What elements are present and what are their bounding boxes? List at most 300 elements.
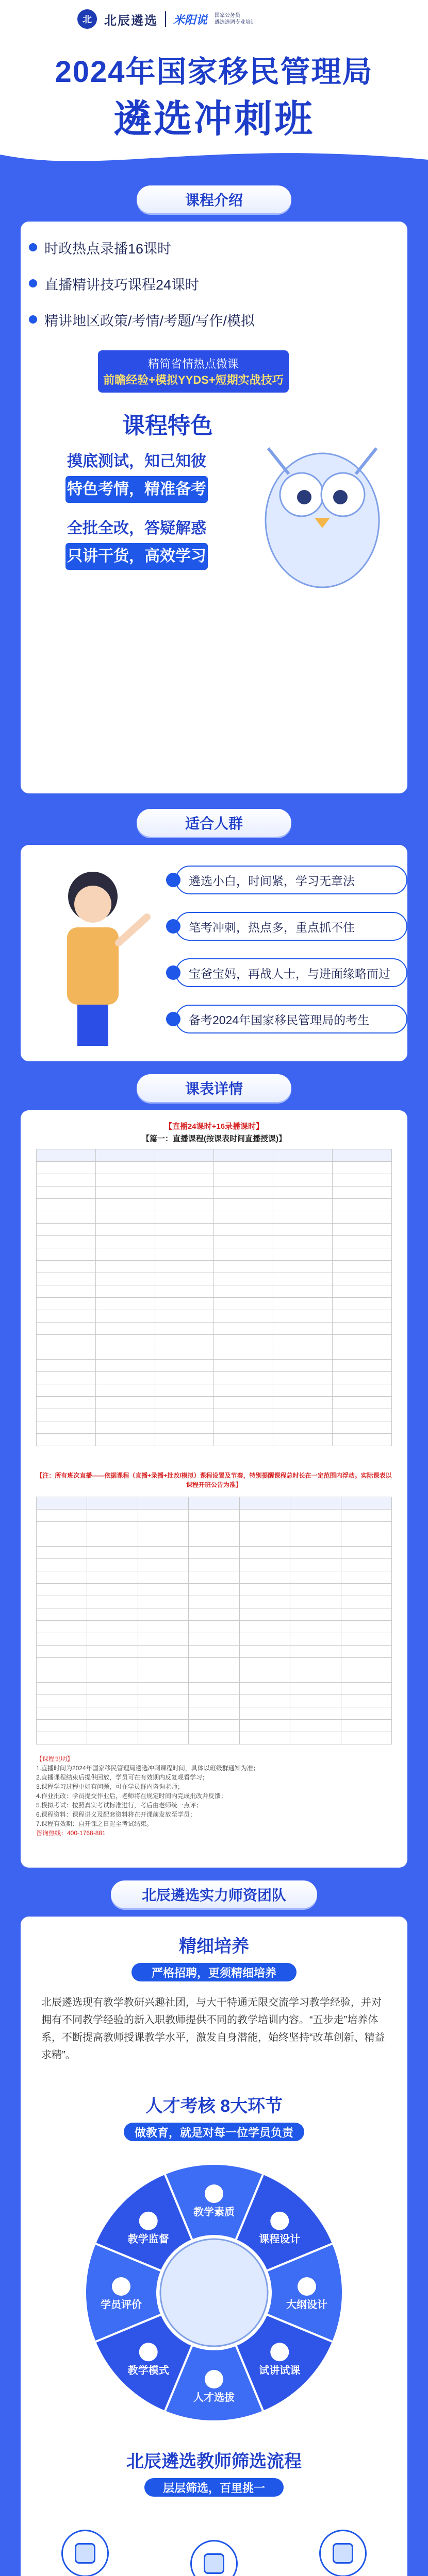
table-cell: [341, 1670, 391, 1683]
table-cell: [138, 1559, 188, 1571]
table-cell: [214, 1187, 273, 1199]
table-cell: [189, 1658, 239, 1670]
table-cell: [189, 1646, 239, 1658]
table-cell: [239, 1646, 290, 1658]
table-cell: [189, 1571, 239, 1584]
table-cell: [155, 1298, 214, 1310]
table-cell: [155, 1397, 214, 1409]
table-cell: [155, 1335, 214, 1347]
table-cell: [37, 1372, 96, 1384]
table-cell: [37, 1732, 87, 1744]
table-cell: [138, 1534, 188, 1547]
brand-name: 北辰遴选: [104, 12, 158, 28]
table-row: [37, 1559, 392, 1571]
table-cell: [290, 1510, 341, 1522]
table-cell: [37, 1261, 96, 1273]
wheel-icon: [270, 2343, 289, 2361]
brand-logo-icon: 北: [77, 9, 97, 29]
table-cell: [273, 1323, 333, 1335]
table-row: [37, 1510, 392, 1522]
table-cell: [341, 1497, 391, 1510]
table-cell: [189, 1670, 239, 1683]
table-cell: [290, 1608, 341, 1621]
schedule-head1: 【直播24课时+16录播课时】: [164, 1122, 264, 1131]
table-cell: [95, 1273, 155, 1285]
table-cell: [37, 1236, 96, 1248]
table-cell: [155, 1273, 214, 1285]
table-row: [37, 1633, 392, 1646]
table-cell: [37, 1534, 87, 1547]
schedule-grid: [36, 1149, 392, 1446]
table-cell: [37, 1397, 96, 1409]
table-cell: [239, 1670, 290, 1683]
table-cell: [95, 1409, 155, 1421]
table-cell: [138, 1547, 188, 1559]
table-cell: [87, 1695, 138, 1707]
table-cell: [37, 1695, 87, 1707]
owl-hub-icon: [160, 2239, 268, 2346]
table-cell: [155, 1384, 214, 1397]
schedule-notes: 【课程说明】 1.直播时间为2024年国家移民管理局遴选冲刺课程时间，具体以班级群通知为准； 2.直播课程结束后提供回放，学员可在有效期内反复观看学习； 3.课程学习过程中如有问题，可在学员群内咨询老师； 4.作业批改：学员提交作业后，老师将在规定时间内完成批改并反馈； 5.模拟考试：按照真实考试标准进行，考后由老师统一点评； 6.课程资料：课程讲义及配套资料将在开课前发放至学员； 7.课程有效期：自开课之日起至考试结束。 咨询热线：400-1768-881: [36, 1755, 259, 1837]
table-cell: [273, 1397, 333, 1409]
table-cell: [290, 1534, 341, 1547]
table-cell: [239, 1707, 290, 1720]
table-cell: [37, 1510, 87, 1522]
table-cell: [189, 1547, 239, 1559]
table-row: [37, 1571, 392, 1584]
table-cell: [341, 1695, 391, 1707]
table-cell: [239, 1732, 290, 1744]
table-cell: [87, 1522, 138, 1534]
table-cell: [138, 1633, 188, 1646]
table-cell: [138, 1695, 188, 1707]
table-cell: [95, 1310, 155, 1323]
table-cell: [290, 1596, 341, 1608]
table-cell: [138, 1571, 188, 1584]
table-row: [37, 1335, 392, 1347]
table-cell: [341, 1584, 391, 1596]
table-cell: [155, 1236, 214, 1248]
table-cell: [87, 1633, 138, 1646]
table-row: [37, 1421, 392, 1434]
table-cell: [37, 1683, 87, 1695]
table-cell: [87, 1510, 138, 1522]
table-cell: [273, 1199, 333, 1211]
table-cell: [138, 1621, 188, 1633]
table-cell: [273, 1360, 333, 1372]
table-cell: [37, 1285, 96, 1298]
table-cell: [239, 1522, 290, 1534]
table-cell: [138, 1720, 188, 1732]
wheel-icon: [205, 2370, 223, 2388]
table-cell: [273, 1248, 333, 1261]
table-cell: [37, 1421, 96, 1434]
table-cell: [290, 1720, 341, 1732]
header-wave: [0, 139, 428, 175]
teachers-para: 北辰遴选现有教学教研兴趣社团，与大干特通无限交流学习教学经验，并对拥有不同教学经验的新入职教师提供不同的教学培训内容。“五步走”培养体系，不断提高教师授课教学水平，激发自身潜能，始终坚持“改革创新、精益求精”。: [41, 1997, 385, 2061]
table-cell: [37, 1335, 96, 1347]
bullet-icon: [29, 279, 37, 287]
table-cell: [87, 1720, 138, 1732]
table-cell: [87, 1670, 138, 1683]
teacher-illustration: [36, 860, 155, 1051]
table-cell: [37, 1409, 96, 1421]
table-cell: [37, 1584, 87, 1596]
table-row: [37, 1174, 392, 1187]
features-title: 课程特色: [122, 413, 213, 438]
table-row: [37, 1261, 392, 1273]
table-cell: [37, 1187, 96, 1199]
table-cell: [273, 1224, 333, 1236]
table-cell: [155, 1434, 214, 1446]
table-cell: [333, 1162, 392, 1174]
intro-item: 时政热点录播16课时: [21, 232, 407, 263]
teachers-sub2-pill: 做教育，就是对每一位学员负责: [124, 2123, 304, 2141]
table-cell: [95, 1224, 155, 1236]
table-cell: [95, 1187, 155, 1199]
partner-desc: 国家公务员 遴选选调专业培训: [215, 13, 256, 25]
table-cell: [239, 1510, 290, 1522]
table-cell: [333, 1149, 392, 1162]
table-cell: [214, 1421, 273, 1434]
table-row: [37, 1211, 392, 1224]
table-cell: [290, 1707, 341, 1720]
table-cell: [155, 1421, 214, 1434]
section-title-crowd: 适合人群: [137, 809, 291, 837]
table-cell: [138, 1497, 188, 1510]
table-cell: [87, 1596, 138, 1608]
table-cell: [273, 1273, 333, 1285]
table-cell: [37, 1646, 87, 1658]
wheel-label: 教学模式: [127, 2365, 169, 2377]
table-row: [37, 1149, 392, 1162]
table-cell: [273, 1162, 333, 1174]
table-cell: [239, 1720, 290, 1732]
partner-name: 米阳说: [173, 13, 208, 26]
table-row: [37, 1534, 392, 1547]
table-cell: [37, 1211, 96, 1224]
table-cell: [333, 1236, 392, 1248]
schedule-card: [21, 1110, 407, 1868]
table-cell: [37, 1497, 87, 1510]
table-cell: [290, 1732, 341, 1744]
table-cell: [87, 1534, 138, 1547]
table-row: [37, 1285, 392, 1298]
table-cell: [37, 1571, 87, 1584]
table-cell: [239, 1571, 290, 1584]
table-cell: [95, 1397, 155, 1409]
table-cell: [239, 1584, 290, 1596]
table-row: [37, 1547, 392, 1559]
table-cell: [189, 1621, 239, 1633]
table-row: [37, 1310, 392, 1323]
table-cell: [95, 1323, 155, 1335]
table-cell: [214, 1335, 273, 1347]
table-row: [37, 1670, 392, 1683]
wheel-icon: [112, 2277, 130, 2296]
table-cell: [333, 1360, 392, 1372]
table-row: [37, 1360, 392, 1372]
table-cell: [333, 1248, 392, 1261]
table-cell: [273, 1409, 333, 1421]
table-cell: [87, 1658, 138, 1670]
bullet-icon: [29, 243, 37, 251]
table-cell: [290, 1547, 341, 1559]
feature-block: 摸底测试，知己知彼 特色考情，精准备考: [62, 448, 211, 503]
flow-node-icon: [319, 2530, 367, 2576]
table-cell: [239, 1559, 290, 1571]
table-cell: [214, 1434, 273, 1446]
table-cell: [290, 1658, 341, 1670]
table-cell: [273, 1261, 333, 1273]
table-cell: [273, 1174, 333, 1187]
table-cell: [37, 1707, 87, 1720]
table-cell: [273, 1187, 333, 1199]
intro-item: 直播精讲技巧课程24课时: [21, 268, 407, 299]
table-cell: [239, 1534, 290, 1547]
flow-node-icon: [61, 2530, 109, 2576]
table-cell: [155, 1211, 214, 1224]
table-cell: [87, 1621, 138, 1633]
table-cell: [333, 1434, 392, 1446]
table-cell: [214, 1199, 273, 1211]
table-cell: [214, 1397, 273, 1409]
table-cell: [37, 1310, 96, 1323]
owl-mascot-icon: [248, 417, 397, 592]
table-cell: [138, 1732, 188, 1744]
teachers-sub1-pill: 严格招聘，更须精细培养: [131, 1963, 297, 1981]
table-cell: [95, 1174, 155, 1187]
table-cell: [95, 1298, 155, 1310]
table-cell: [155, 1409, 214, 1421]
table-cell: [341, 1707, 391, 1720]
table-row: [37, 1323, 392, 1335]
table-cell: [214, 1224, 273, 1236]
table-cell: [37, 1224, 96, 1236]
table-cell: [95, 1149, 155, 1162]
table-row: [37, 1187, 392, 1199]
schedule-table: [36, 1149, 392, 1446]
table-cell: [189, 1522, 239, 1534]
crowd-item: 遴选小白，时间紧，学习无章法: [175, 866, 407, 894]
table-cell: [290, 1559, 341, 1571]
table-cell: [138, 1646, 188, 1658]
table-cell: [138, 1707, 188, 1720]
table-cell: [239, 1497, 290, 1510]
table-cell: [214, 1323, 273, 1335]
table-cell: [290, 1584, 341, 1596]
table-cell: [155, 1372, 214, 1384]
table-cell: [87, 1608, 138, 1621]
section-title-teachers: 北辰遴选实力师资团队: [111, 1880, 317, 1908]
table-cell: [95, 1372, 155, 1384]
schedule-notice: 【注：所有班次直播——依据课程（直播+录播+批改/模拟）课程设置及节奏，特别提醒课程总时长在一定范围内浮动。实际课表以课程开班公告为准】: [36, 1472, 392, 1488]
table-cell: [37, 1608, 87, 1621]
table-row: [37, 1409, 392, 1421]
table-cell: [239, 1633, 290, 1646]
table-cell: [341, 1522, 391, 1534]
table-cell: [37, 1621, 87, 1633]
section-title-schedule: 课表详情: [137, 1074, 291, 1102]
table-cell: [333, 1224, 392, 1236]
table-cell: [95, 1248, 155, 1261]
wheel-label: 教学素质: [193, 2207, 235, 2218]
table-cell: [155, 1310, 214, 1323]
wheel-label: 学员评价: [101, 2299, 142, 2311]
table-cell: [273, 1434, 333, 1446]
table-row: [37, 1707, 392, 1720]
table-cell: [273, 1236, 333, 1248]
table-cell: [333, 1261, 392, 1273]
table-cell: [155, 1199, 214, 1211]
table-cell: [239, 1596, 290, 1608]
table-cell: [290, 1621, 341, 1633]
table-cell: [87, 1732, 138, 1744]
table-cell: [214, 1372, 273, 1384]
table-row: [37, 1683, 392, 1695]
table-row: [37, 1199, 392, 1211]
table-cell: [214, 1273, 273, 1285]
table-cell: [37, 1596, 87, 1608]
table-cell: [37, 1248, 96, 1261]
table-cell: [138, 1584, 188, 1596]
table-row: [37, 1248, 392, 1261]
page-subtitle: 遴选冲刺班: [113, 97, 315, 140]
table-cell: [138, 1596, 188, 1608]
wheel-label: 试讲试课: [259, 2365, 301, 2377]
table-cell: [333, 1187, 392, 1199]
flow-node-icon: [190, 2540, 238, 2576]
table-cell: [189, 1584, 239, 1596]
table-cell: [214, 1285, 273, 1298]
schedule-grid: [36, 1497, 392, 1744]
feature-block: 全批全改，答疑解惑 只讲干货，高效学习: [62, 515, 211, 570]
table-cell: [87, 1547, 138, 1559]
table-cell: [37, 1174, 96, 1187]
table-cell: [138, 1670, 188, 1683]
table-cell: [341, 1633, 391, 1646]
table-row: [37, 1162, 392, 1174]
table-cell: [239, 1683, 290, 1695]
bullet-icon: [29, 315, 37, 324]
table-row: [37, 1720, 392, 1732]
table-cell: [214, 1149, 273, 1162]
table-cell: [87, 1646, 138, 1658]
table-cell: [155, 1149, 214, 1162]
table-cell: [333, 1372, 392, 1384]
table-cell: [189, 1720, 239, 1732]
table-cell: [273, 1285, 333, 1298]
table-cell: [333, 1285, 392, 1298]
table-cell: [333, 1310, 392, 1323]
table-cell: [341, 1510, 391, 1522]
table-cell: [87, 1497, 138, 1510]
table-row: [37, 1658, 392, 1670]
table-cell: [37, 1273, 96, 1285]
table-cell: [341, 1720, 391, 1732]
table-cell: [95, 1211, 155, 1224]
section-title-intro: 课程介绍: [137, 185, 291, 213]
table-cell: [214, 1360, 273, 1372]
table-row: [37, 1347, 392, 1360]
table-cell: [290, 1522, 341, 1534]
table-cell: [341, 1732, 391, 1744]
table-cell: [189, 1497, 239, 1510]
wheel-label: 大纲设计: [286, 2299, 327, 2311]
table-row: [37, 1596, 392, 1608]
table-cell: [95, 1261, 155, 1273]
table-cell: [189, 1608, 239, 1621]
table-cell: [290, 1683, 341, 1695]
table-row: [37, 1695, 392, 1707]
table-cell: [341, 1608, 391, 1621]
table-cell: [273, 1310, 333, 1323]
table-cell: [37, 1298, 96, 1310]
table-cell: [239, 1658, 290, 1670]
table-cell: [189, 1695, 239, 1707]
table-row: [37, 1298, 392, 1310]
table-cell: [341, 1547, 391, 1559]
crowd-item: 备考2024年国家移民管理局的考生: [175, 1005, 407, 1033]
table-cell: [95, 1384, 155, 1397]
table-cell: [37, 1199, 96, 1211]
table-cell: [333, 1397, 392, 1409]
table-cell: [341, 1646, 391, 1658]
table-cell: [290, 1646, 341, 1658]
schedule-table-2: [36, 1497, 392, 1744]
table-cell: [95, 1347, 155, 1360]
table-cell: [189, 1707, 239, 1720]
logo-row: [77, 9, 256, 29]
table-row: [37, 1236, 392, 1248]
teachers-sub1-title: 精细培养: [179, 1937, 249, 1956]
table-cell: [333, 1409, 392, 1421]
intro-card: [21, 222, 407, 793]
table-cell: [95, 1162, 155, 1174]
wheel-icon: [270, 2212, 289, 2230]
table-cell: [95, 1236, 155, 1248]
talent-wheel: [80, 2159, 348, 2427]
table-cell: [333, 1421, 392, 1434]
table-cell: [155, 1261, 214, 1273]
table-cell: [273, 1347, 333, 1360]
table-cell: [95, 1199, 155, 1211]
table-cell: [214, 1162, 273, 1174]
wheel-icon: [139, 2343, 158, 2361]
crowd-item: 笔考冲刺，热点多，重点抓不住: [175, 912, 407, 941]
table-cell: [37, 1633, 87, 1646]
wheel-icon: [139, 2212, 158, 2230]
table-cell: [155, 1347, 214, 1360]
table-cell: [214, 1384, 273, 1397]
table-cell: [155, 1162, 214, 1174]
table-cell: [214, 1409, 273, 1421]
table-cell: [155, 1285, 214, 1298]
table-row: [37, 1384, 392, 1397]
table-cell: [290, 1695, 341, 1707]
table-cell: [290, 1571, 341, 1584]
table-cell: [214, 1236, 273, 1248]
table-cell: [95, 1421, 155, 1434]
table-cell: [189, 1534, 239, 1547]
table-cell: [273, 1211, 333, 1224]
table-cell: [341, 1559, 391, 1571]
table-cell: [87, 1683, 138, 1695]
table-cell: [333, 1298, 392, 1310]
table-cell: [155, 1323, 214, 1335]
table-cell: [189, 1683, 239, 1695]
table-row: [37, 1497, 392, 1510]
